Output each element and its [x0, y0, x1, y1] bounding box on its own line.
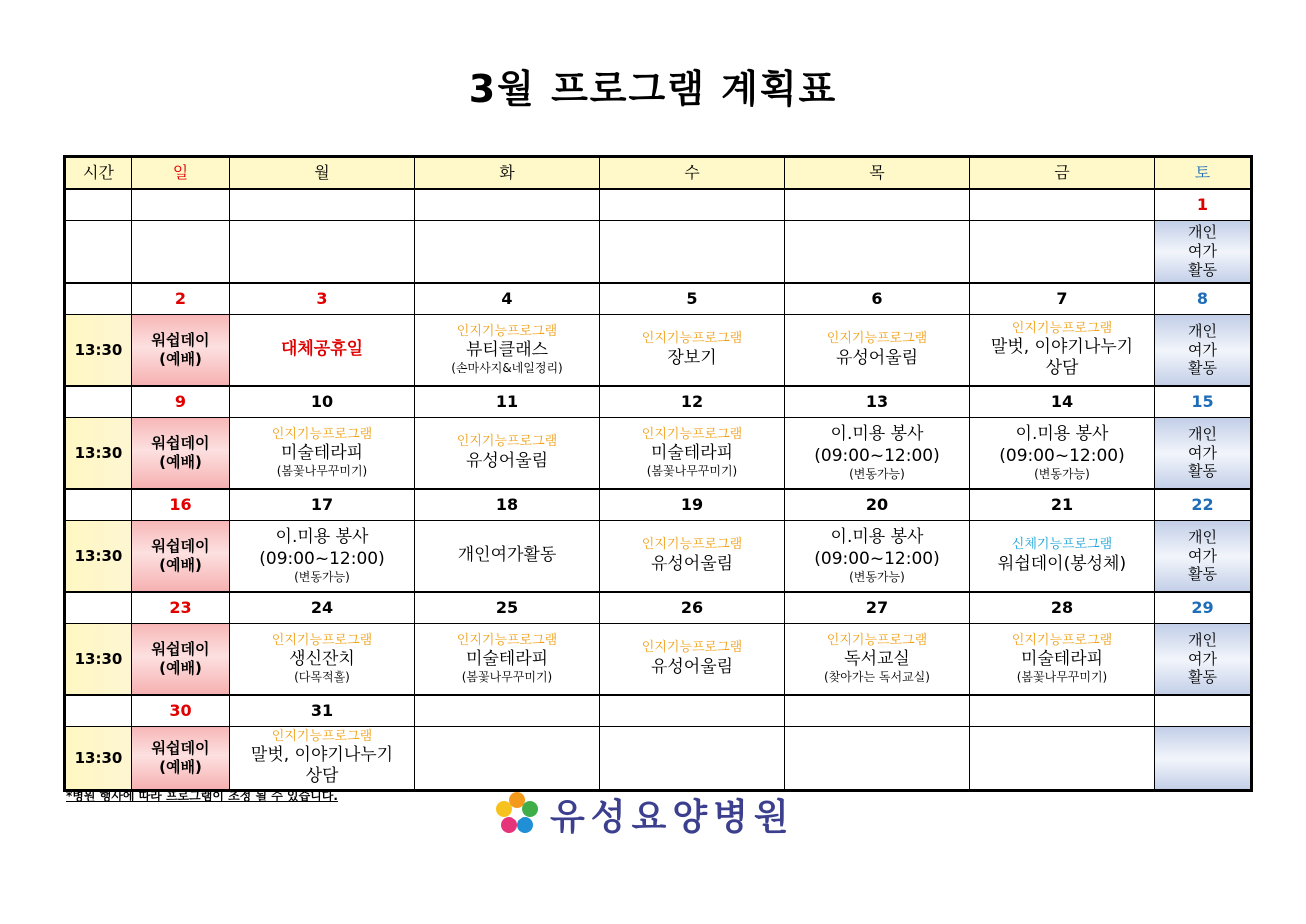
date-cell: 28: [970, 592, 1155, 624]
header-fri: 금: [970, 157, 1155, 190]
sat-leisure-cell: 개인 여가 활동: [1155, 221, 1252, 284]
date-cell: 16: [132, 489, 230, 521]
date-cell: 20: [785, 489, 970, 521]
date-cell: 7: [970, 283, 1155, 315]
date-cell: 29: [1155, 592, 1252, 624]
page-title: 3월 프로그램 계획표: [468, 67, 838, 111]
activity-cell: 인지기능프로그램 장보기: [600, 315, 785, 387]
activity-cell: 이.미용 봉사 (09:00~12:00) (변동가능): [970, 418, 1155, 490]
sat-empty-cell: [1155, 727, 1252, 791]
header-sat: 토: [1155, 157, 1252, 190]
date-cell: 8: [1155, 283, 1252, 315]
worship-cell: 워쉽데이 (예배): [132, 624, 230, 696]
date-cell: 23: [132, 592, 230, 624]
sat-leisure-cell: 개인 여가 활동: [1155, 315, 1252, 387]
activity-cell: [230, 315, 415, 387]
date-cell: 24: [230, 592, 415, 624]
header-tue: 화: [415, 157, 600, 190]
activity-cell: 인지기능프로그램 말벗, 이야기나누기 상담: [970, 315, 1155, 387]
date-cell: 31: [230, 695, 415, 727]
date-cell: 30: [132, 695, 230, 727]
date-cell: 11: [415, 386, 600, 418]
date-row: [65, 592, 1252, 624]
activity-cell: 인지기능프로그램 유성어울림: [600, 624, 785, 696]
worship-cell: 워쉽데이 (예배): [132, 521, 230, 593]
worship-cell: 워쉽데이 (예배): [132, 727, 230, 791]
time-cell: 13:30: [65, 521, 132, 593]
activity-cell: 인지기능프로그램 뷰티클래스 (손마사지&네일정리): [415, 315, 600, 387]
activity-cell: 인지기능프로그램 독서교실 (찾아가는 독서교실): [785, 624, 970, 696]
hospital-logo: [492, 787, 795, 841]
worship-cell: 워쉽데이 (예배): [132, 418, 230, 490]
date-row: [65, 283, 1252, 315]
date-cell: 6: [785, 283, 970, 315]
activity-cell: 이.미용 봉사 (09:00~12:00) (변동가능): [785, 521, 970, 593]
flower-logo-icon: [492, 789, 542, 839]
date-row: [65, 189, 1252, 221]
date-cell: 26: [600, 592, 785, 624]
sat-leisure-cell: 개인 여가 활동: [1155, 418, 1252, 490]
holiday-label: 대체공휴일: [280, 339, 364, 360]
activity-row: [65, 727, 1252, 791]
date-cell: 15: [1155, 386, 1252, 418]
date-cell: 5: [600, 283, 785, 315]
header-wed: 수: [600, 157, 785, 190]
activity-row: [65, 418, 1252, 490]
date-cell: 12: [600, 386, 785, 418]
date-cell: 3: [230, 283, 415, 315]
activity-cell: 인지기능프로그램 미술테라피 (봄꽃나무꾸미기): [230, 418, 415, 490]
time-cell: 13:30: [65, 418, 132, 490]
header-time: 시간: [65, 157, 132, 190]
hospital-name: 유성요양병원: [550, 796, 795, 838]
activity-cell: 이.미용 봉사 (09:00~12:00) (변동가능): [230, 521, 415, 593]
activity-row: [65, 521, 1252, 593]
date-cell: 13: [785, 386, 970, 418]
date-cell: 22: [1155, 489, 1252, 521]
sat-leisure-cell: 개인 여가 활동: [1155, 624, 1252, 696]
activity-cell: 인지기능프로그램 미술테라피 (봄꽃나무꾸미기): [970, 624, 1155, 696]
date-cell: 1: [1155, 189, 1252, 221]
activity-cell: 개인여가활동: [415, 521, 600, 593]
date-cell: 14: [970, 386, 1155, 418]
activity-cell: 인지기능프로그램 미술테라피 (봄꽃나무꾸미기): [415, 624, 600, 696]
date-cell: 9: [132, 386, 230, 418]
date-cell: 19: [600, 489, 785, 521]
date-cell: 10: [230, 386, 415, 418]
activity-row: [65, 315, 1252, 387]
activity-row: [65, 624, 1252, 696]
activity-cell: 인지기능프로그램 미술테라피 (봄꽃나무꾸미기): [600, 418, 785, 490]
header-row: [65, 157, 1252, 190]
activity-cell: 인지기능프로그램 유성어울림: [600, 521, 785, 593]
date-cell: 17: [230, 489, 415, 521]
activity-cell: 인지기능프로그램 유성어울림: [415, 418, 600, 490]
activity-cell: 이.미용 봉사 (09:00~12:00) (변동가능): [785, 418, 970, 490]
header-mon: 월: [230, 157, 415, 190]
date-cell: 21: [970, 489, 1155, 521]
header-sun: 일: [132, 157, 230, 190]
header-thu: 목: [785, 157, 970, 190]
activity-row: [65, 221, 1252, 284]
date-cell: 4: [415, 283, 600, 315]
date-row: [65, 489, 1252, 521]
program-calendar: [63, 155, 1253, 792]
date-cell: 27: [785, 592, 970, 624]
activity-cell: 인지기능프로그램 생신잔치 (다목적홀): [230, 624, 415, 696]
adjustment-note: *병원 행사에 따라 프로그램이 조정 될 수 있습니다.: [66, 789, 338, 803]
date-row: [65, 695, 1252, 727]
date-cell: 2: [132, 283, 230, 315]
time-cell: 13:30: [65, 727, 132, 791]
activity-cell: 인지기능프로그램 말벗, 이야기나누기 상담: [230, 727, 415, 791]
activity-cell: 신체기능프로그램 워쉽데이(봉성체): [970, 521, 1155, 593]
activity-cell: 인지기능프로그램 유성어울림: [785, 315, 970, 387]
worship-cell: 워쉽데이 (예배): [132, 315, 230, 387]
sat-leisure-cell: 개인 여가 활동: [1155, 521, 1252, 593]
date-cell: 25: [415, 592, 600, 624]
time-cell: 13:30: [65, 315, 132, 387]
date-row: [65, 386, 1252, 418]
date-cell: 18: [415, 489, 600, 521]
time-cell: 13:30: [65, 624, 132, 696]
